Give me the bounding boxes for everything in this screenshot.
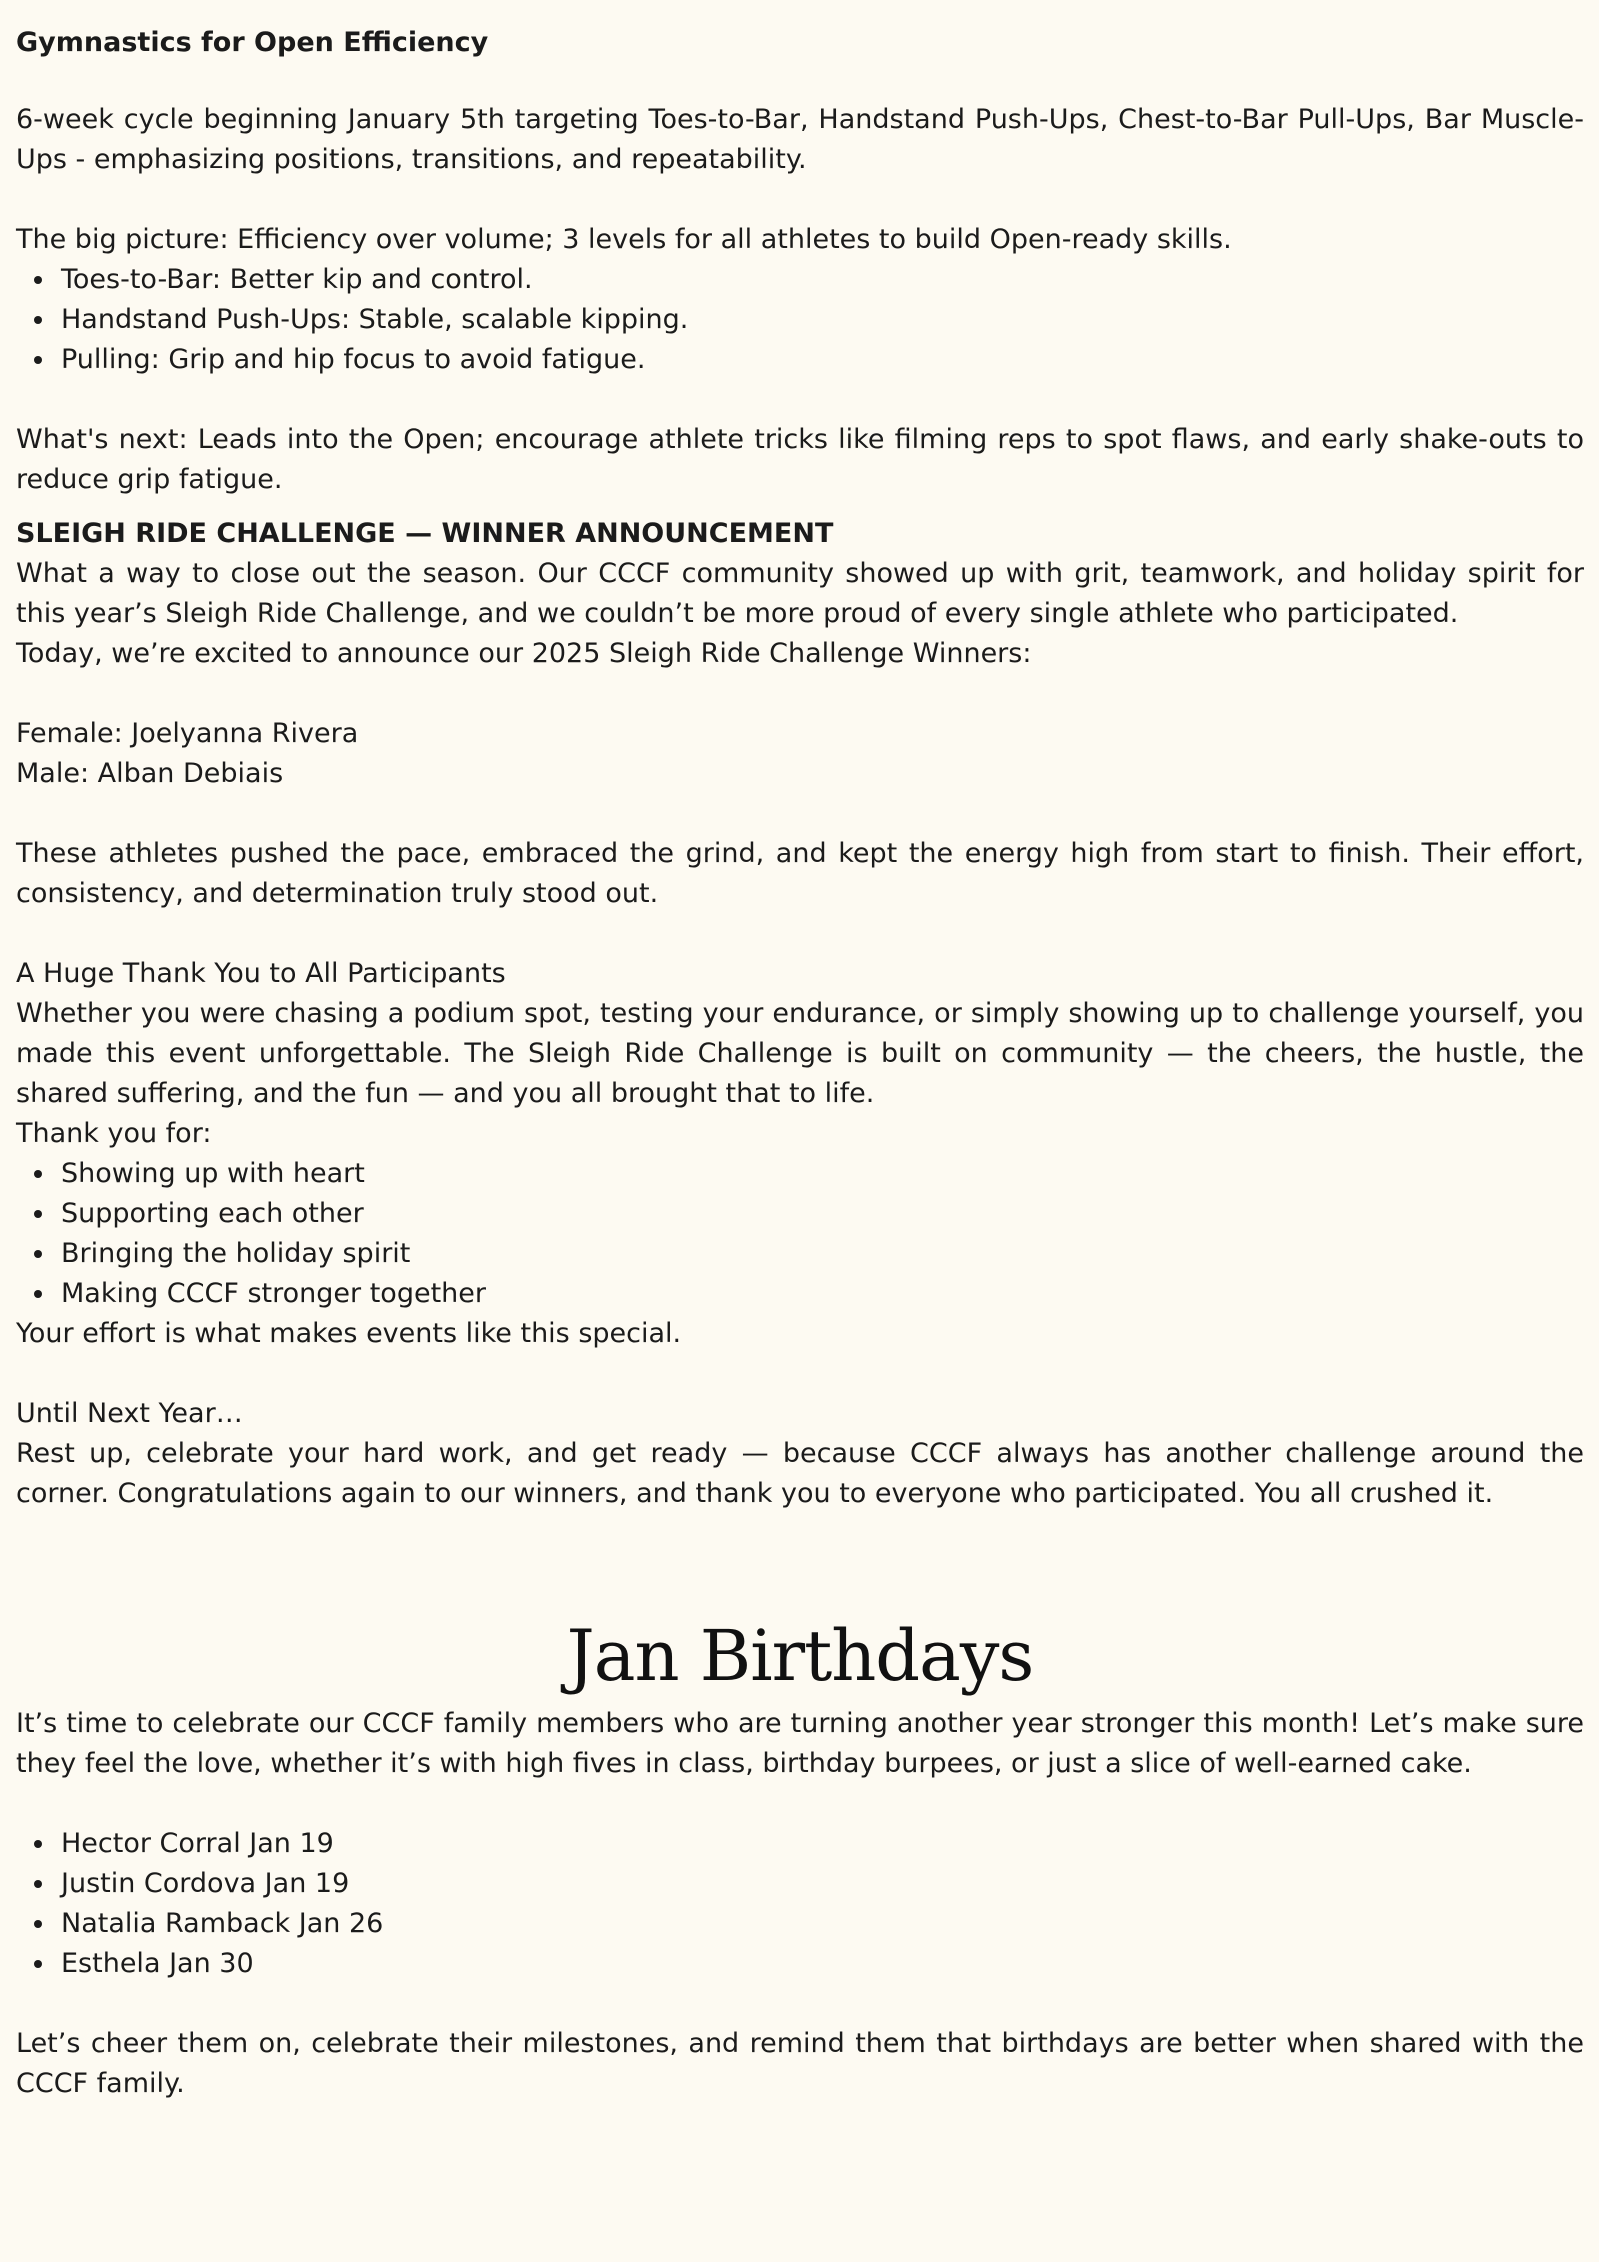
sleigh-intro: What a way to close out the season. Our CCCF community showed up with grit, teamwork, and holiday spirit for this year’s Sleigh Ride Challenge, and we couldn’t be more proud of every single athlete who participated. (16, 558, 1584, 629)
birthdays-list (16, 1824, 1584, 1984)
birthdays-closing: Let’s cheer them on, celebrate their milestones, and remind them that birthdays are better when shared with the CCCF family. (16, 2028, 1584, 2099)
winner-male: Male: Alban Debiais (16, 758, 284, 789)
effort-statement: Your effort is what makes events like this special. (16, 1318, 682, 1349)
thanks-list (16, 1154, 1584, 1314)
list-item: Pulling: Grip and hip focus to avoid fatigue. (61, 340, 1584, 380)
list-item: Hector Corral Jan 19 (61, 1824, 1584, 1864)
thanks-body: Whether you were chasing a podium spot, testing your endurance, or simply showing up to challenge yourself, you made this event unforgettable. The Sleigh Ride Challenge is built on community — the cheers, the hustle, the shared suffering, and the fun — and you all brought that to life. (16, 998, 1584, 1109)
list-item: Making CCCF stronger together (61, 1274, 1584, 1314)
gymnastics-whats-next: What's next: Leads into the Open; encourage athlete tricks like filming reps to spot flaws, and early shake-outs to reduce grip fatigue. (16, 424, 1584, 495)
sleigh-praise: These athletes pushed the pace, embraced the grind, and kept the energy high from start to finish. Their effort, consistency, and determination truly stood out. (16, 838, 1584, 909)
thank-you-for: Thank you for: (16, 1118, 212, 1149)
list-item: Supporting each other (61, 1194, 1584, 1234)
birthdays-heading: Jan Birthdays (566, 1615, 1034, 1697)
list-item: Toes-to-Bar: Better kip and control. (61, 260, 1584, 300)
birthdays-intro: It’s time to celebrate our CCCF family members who are turning another year stronger this month! Let’s make sure they feel the love, whether it’s with high fives in class, birthday burpees, or just a slice of well-earned cake. (16, 1708, 1584, 1779)
gymnastics-big-picture: The big picture: Efficiency over volume; 3 levels for all athletes to build Open-ready skills. (16, 224, 1232, 255)
list-item: Esthela Jan 30 (61, 1944, 1584, 1984)
winner-female: Female: Joelyanna Rivera (16, 718, 359, 749)
gymnastics-bullet-list (16, 260, 1584, 380)
sleigh-announce: Today, we’re excited to announce our 2025 Sleigh Ride Challenge Winners: (16, 638, 1032, 669)
newsletter-page (16, 20, 1584, 2104)
list-item: Showing up with heart (61, 1154, 1584, 1194)
list-item: Handstand Push-Ups: Stable, scalable kipping. (61, 300, 1584, 340)
gymnastics-title: Gymnastics for Open Efficiency (16, 27, 489, 58)
list-item: Natalia Ramback Jan 26 (61, 1904, 1584, 1944)
until-heading: Until Next Year… (16, 1398, 243, 1429)
list-item: Justin Cordova Jan 19 (61, 1864, 1584, 1904)
thanks-heading: A Huge Thank You to All Participants (16, 958, 506, 989)
gymnastics-intro: 6-week cycle beginning January 5th targeting Toes-to-Bar, Handstand Push-Ups, Chest-to-Bar Pull-Ups, Bar Muscle-Ups - emphasizing positions, transitions, and repeatability. (16, 104, 1584, 175)
until-body: Rest up, celebrate your hard work, and get ready — because CCCF always has another challenge around the corner. Congratulations again to our winners, and thank you to everyone who participated. You all crushed it. (16, 1438, 1584, 1509)
sleigh-title: SLEIGH RIDE CHALLENGE — WINNER ANNOUNCEMENT (16, 518, 834, 549)
list-item: Bringing the holiday spirit (61, 1234, 1584, 1274)
